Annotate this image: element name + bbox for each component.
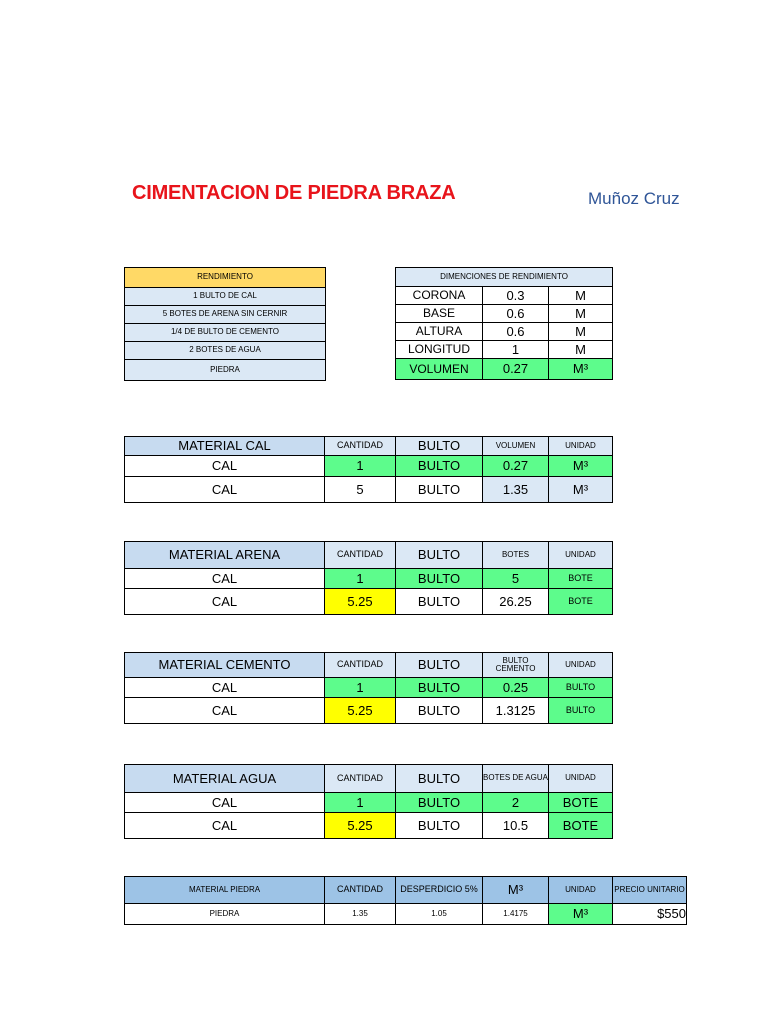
rendimiento-item: PIEDRA	[125, 360, 326, 381]
cemento-r2-bulto: BULTO	[396, 698, 483, 724]
dim-unit: M	[549, 287, 613, 305]
cal-r2-volumen: 1.35	[483, 477, 549, 503]
cal-header-bulto: BULTO	[396, 437, 483, 456]
cemento-r2-cantidad: 5.25	[325, 698, 396, 724]
agua-r2-material: CAL	[125, 813, 325, 839]
arena-r2-bulto: BULTO	[396, 589, 483, 615]
arena-r2-botes: 26.25	[483, 589, 549, 615]
arena-r1-unidad: BOTE	[549, 569, 613, 589]
agua-r1-bulto: BULTO	[396, 793, 483, 813]
agua-header-cantidad: CANTIDAD	[325, 765, 396, 793]
arena-r2-unidad: BOTE	[549, 589, 613, 615]
agua-header-unidad: UNIDAD	[549, 765, 613, 793]
cemento-header-unidad: UNIDAD	[549, 653, 613, 678]
agua-r2-bulto: BULTO	[396, 813, 483, 839]
piedra-r1-desperdicio: 1.05	[396, 904, 483, 925]
dim-value: 0.6	[483, 323, 549, 341]
material-cal-table	[124, 436, 613, 503]
piedra-r1-m3: 1.4175	[483, 904, 549, 925]
piedra-header-material: MATERIAL PIEDRA	[125, 877, 325, 904]
piedra-header-desperdicio: DESPERDICIO 5%	[396, 877, 483, 904]
arena-r1-bulto: BULTO	[396, 569, 483, 589]
agua-r2-cantidad: 5.25	[325, 813, 396, 839]
piedra-r1-cantidad: 1.35	[325, 904, 396, 925]
cal-r2-unidad: M³	[549, 477, 613, 503]
cemento-r1-cantidad: 1	[325, 678, 396, 698]
cal-r1-bulto: BULTO	[396, 456, 483, 477]
page-title: CIMENTACION DE PIEDRA BRAZA	[132, 182, 456, 204]
agua-header-bulto: BULTO	[396, 765, 483, 793]
cemento-r2-material: CAL	[125, 698, 325, 724]
rendimiento-item: 5 BOTES DE ARENA SIN CERNIR	[125, 306, 326, 324]
cemento-header-bulto: BULTO	[396, 653, 483, 678]
material-arena-table	[124, 541, 613, 615]
dim-label: LONGITUD	[396, 341, 483, 359]
cal-r2-cantidad: 5	[325, 477, 396, 503]
cal-r1-material: CAL	[125, 456, 325, 477]
author-name: Muñoz Cruz	[588, 189, 680, 208]
arena-r1-botes: 5	[483, 569, 549, 589]
cemento-header-bulto-cemento: BULTO CEMENTO	[483, 653, 549, 678]
piedra-header-precio-unitario: PRECIO UNITARIO	[613, 877, 687, 904]
piedra-header-m3: M³	[483, 877, 549, 904]
agua-r2-unidad: BOTE	[549, 813, 613, 839]
piedra-r1-material: PIEDRA	[125, 904, 325, 925]
cal-header-volumen: VOLUMEN	[483, 437, 549, 456]
cemento-header-cantidad: CANTIDAD	[325, 653, 396, 678]
cemento-r1-material: CAL	[125, 678, 325, 698]
arena-header-botes: BOTES	[483, 542, 549, 569]
piedra-header-cantidad: CANTIDAD	[325, 877, 396, 904]
dim-value: 0.6	[483, 305, 549, 323]
arena-header-unidad: UNIDAD	[549, 542, 613, 569]
dimensiones-header: DIMENCIONES DE RENDIMIENTO	[396, 268, 613, 287]
piedra-r1-unidad: M³	[549, 904, 613, 925]
dim-unit: M	[549, 341, 613, 359]
rendimiento-item: 2 BOTES DE AGUA	[125, 342, 326, 360]
piedra-r1-precio: $550	[613, 904, 687, 925]
arena-header-cantidad: CANTIDAD	[325, 542, 396, 569]
cemento-r1-bulto: BULTO	[396, 678, 483, 698]
cal-header-unidad: UNIDAD	[549, 437, 613, 456]
cemento-header-material: MATERIAL CEMENTO	[125, 653, 325, 678]
material-agua-table	[124, 764, 613, 839]
cal-r1-cantidad: 1	[325, 456, 396, 477]
agua-header-material: MATERIAL AGUA	[125, 765, 325, 793]
dimensiones-table	[395, 267, 613, 380]
dim-value: 1	[483, 341, 549, 359]
cal-header-cantidad: CANTIDAD	[325, 437, 396, 456]
agua-header-botes-de-agua: BOTES DE AGUA	[483, 765, 549, 793]
material-piedra-table	[124, 876, 687, 925]
rendimiento-header: RENDIMIENTO	[125, 268, 326, 288]
cemento-r1-unidad: BULTO	[549, 678, 613, 698]
cal-r1-volumen: 0.27	[483, 456, 549, 477]
rendimiento-item: 1 BULTO DE CAL	[125, 288, 326, 306]
cal-header-material: MATERIAL CAL	[125, 437, 325, 456]
material-cemento-table	[124, 652, 613, 724]
cal-r1-unidad: M³	[549, 456, 613, 477]
dim-value: 0.3	[483, 287, 549, 305]
arena-r1-cantidad: 1	[325, 569, 396, 589]
agua-r1-unidad: BOTE	[549, 793, 613, 813]
arena-header-bulto: BULTO	[396, 542, 483, 569]
agua-r2-botes: 10.5	[483, 813, 549, 839]
dim-unit: M	[549, 305, 613, 323]
cal-r2-bulto: BULTO	[396, 477, 483, 503]
cemento-r2-valor: 1.3125	[483, 698, 549, 724]
volumen-unit: M³	[549, 359, 613, 380]
arena-r2-cantidad: 5.25	[325, 589, 396, 615]
cemento-r2-unidad: BULTO	[549, 698, 613, 724]
rendimiento-item: 1/4 DE BULTO DE CEMENTO	[125, 324, 326, 342]
cal-r2-material: CAL	[125, 477, 325, 503]
agua-r1-material: CAL	[125, 793, 325, 813]
dim-label: CORONA	[396, 287, 483, 305]
piedra-header-unidad: UNIDAD	[549, 877, 613, 904]
rendimiento-table	[124, 267, 326, 381]
arena-r2-material: CAL	[125, 589, 325, 615]
cemento-r1-valor: 0.25	[483, 678, 549, 698]
volumen-label: VOLUMEN	[396, 359, 483, 380]
volumen-value: 0.27	[483, 359, 549, 380]
arena-r1-material: CAL	[125, 569, 325, 589]
dim-label: BASE	[396, 305, 483, 323]
agua-r1-cantidad: 1	[325, 793, 396, 813]
arena-header-material: MATERIAL ARENA	[125, 542, 325, 569]
agua-r1-botes: 2	[483, 793, 549, 813]
dim-label: ALTURA	[396, 323, 483, 341]
dim-unit: M	[549, 323, 613, 341]
